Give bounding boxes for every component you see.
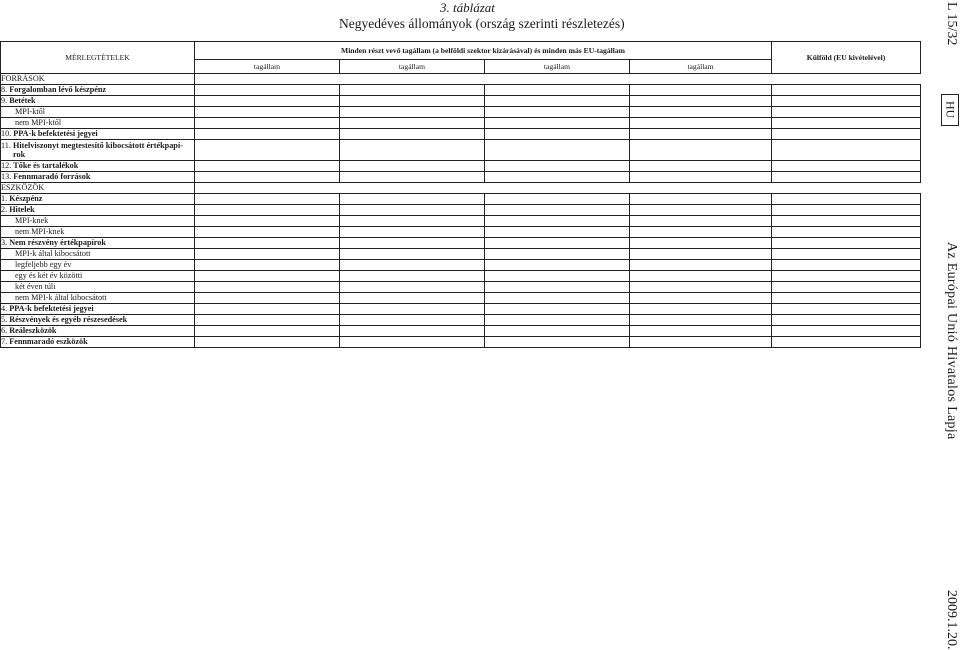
value-cell: [195, 140, 340, 161]
value-cell: [485, 74, 630, 85]
subheader-member-state: tagállam: [195, 60, 340, 74]
value-cell: [630, 282, 772, 293]
row-label: [1, 337, 195, 348]
value-cell: [340, 183, 485, 194]
value-cell: [340, 249, 485, 260]
value-cell: [195, 293, 340, 304]
value-cell: [630, 337, 772, 348]
value-cell: [630, 96, 772, 107]
value-cell: [772, 118, 921, 129]
table-row: [1, 216, 921, 227]
value-cell: [485, 337, 630, 348]
header-balance-items: MÉRLEGTÉTELEK: [1, 42, 195, 74]
row-text: Részvények és egyéb részesedések: [9, 315, 128, 325]
row-text: PPA-k befektetési jegyei: [9, 304, 94, 314]
table-caption: 3. táblázat: [440, 0, 495, 15]
value-cell: [630, 271, 772, 282]
row-text-continued: rok: [13, 150, 26, 159]
row-number: 9.: [1, 96, 8, 106]
table-title: Negyedéves állományok (ország szerinti részletezés): [339, 16, 625, 31]
value-cell: [340, 74, 485, 85]
value-cell: [630, 238, 772, 249]
value-cell: [485, 282, 630, 293]
value-cell: [195, 96, 340, 107]
table-row: [1, 293, 921, 304]
value-cell: [340, 118, 485, 129]
row-label: MPI-knek: [1, 216, 195, 227]
value-cell: [195, 183, 340, 194]
value-cell: [340, 140, 485, 161]
value-cell: [340, 271, 485, 282]
value-cell: [195, 107, 340, 118]
value-cell: [772, 74, 921, 85]
row-number: 4.: [1, 304, 8, 314]
table-row: [1, 194, 921, 205]
value-cell: [772, 205, 921, 216]
subheader-member-state: tagállam: [340, 60, 485, 74]
value-cell: [485, 107, 630, 118]
row-text: Fennmaradó források: [13, 172, 91, 182]
value-cell: [772, 172, 921, 183]
value-cell: [340, 337, 485, 348]
table-row: [1, 282, 921, 293]
value-cell: [340, 194, 485, 205]
value-cell: [772, 129, 921, 140]
value-cell: [630, 74, 772, 85]
row-label: két éven túli: [1, 282, 195, 293]
journal-title: Az Európai Unió Hivatalos Lapja: [944, 242, 959, 440]
value-cell: [485, 326, 630, 337]
value-cell: [772, 140, 921, 161]
row-label: [1, 140, 195, 161]
value-cell: [485, 140, 630, 161]
value-cell: [340, 260, 485, 271]
table-row: [1, 326, 921, 337]
value-cell: [340, 282, 485, 293]
value-cell: [485, 129, 630, 140]
value-cell: [772, 227, 921, 238]
value-cell: [630, 183, 772, 194]
table-row: [1, 74, 921, 85]
value-cell: [340, 216, 485, 227]
value-cell: [772, 271, 921, 282]
row-label: nem MPI-k által kibocsátott: [1, 293, 195, 304]
table-row: [1, 227, 921, 238]
value-cell: [485, 315, 630, 326]
row-text: Nem részvény értékpapírok: [9, 238, 106, 248]
row-text: Betétek: [9, 96, 36, 106]
row-number: 2.: [1, 205, 8, 215]
value-cell: [630, 107, 772, 118]
value-cell: [485, 172, 630, 183]
value-cell: [630, 293, 772, 304]
value-cell: [195, 194, 340, 205]
value-cell: [772, 107, 921, 118]
value-cell: [630, 205, 772, 216]
row-label: [1, 85, 195, 96]
row-label: [1, 238, 195, 249]
value-cell: [195, 249, 340, 260]
value-cell: [772, 282, 921, 293]
value-cell: [195, 282, 340, 293]
table-row: [1, 183, 921, 194]
value-cell: [340, 96, 485, 107]
row-label: [1, 96, 195, 107]
row-label: ESZKÖZÖK: [1, 183, 195, 194]
publication-date: 2009.1.20.: [944, 590, 959, 650]
row-text: Hitelviszonyt megtestesítő kibocsátott értékpapí-: [12, 140, 183, 150]
value-cell: [485, 85, 630, 96]
value-cell: [195, 118, 340, 129]
value-cell: [772, 315, 921, 326]
value-cell: [772, 326, 921, 337]
table-row: [1, 315, 921, 326]
value-cell: [772, 161, 921, 172]
value-cell: [772, 96, 921, 107]
value-cell: [772, 238, 921, 249]
table-row: [1, 129, 921, 140]
row-label: MPI-ktől: [1, 107, 195, 118]
table-row: [1, 85, 921, 96]
table-row: [1, 238, 921, 249]
value-cell: [340, 227, 485, 238]
value-cell: [772, 260, 921, 271]
value-cell: [485, 205, 630, 216]
row-label: FORRÁSOK: [1, 74, 195, 85]
row-label: [1, 326, 195, 337]
value-cell: [340, 238, 485, 249]
row-number: 1.: [1, 194, 8, 204]
value-cell: [340, 85, 485, 96]
value-cell: [630, 118, 772, 129]
row-text: PPA-k befektetési jegyei: [13, 129, 98, 139]
table-row: [1, 96, 921, 107]
row-number: 5.: [1, 315, 8, 325]
row-text: Hitelek: [9, 205, 35, 215]
value-cell: [195, 227, 340, 238]
row-number: 3.: [1, 238, 8, 248]
value-cell: [772, 194, 921, 205]
value-cell: [772, 216, 921, 227]
value-cell: [195, 216, 340, 227]
value-cell: [485, 194, 630, 205]
value-cell: [195, 315, 340, 326]
value-cell: [485, 249, 630, 260]
value-cell: [630, 194, 772, 205]
row-label: [1, 315, 195, 326]
value-cell: [340, 205, 485, 216]
value-cell: [485, 227, 630, 238]
value-cell: [772, 337, 921, 348]
value-cell: [630, 161, 772, 172]
value-cell: [195, 129, 340, 140]
value-cell: [772, 249, 921, 260]
table-row: [1, 260, 921, 271]
row-number: 12.: [1, 161, 12, 171]
row-label: [1, 205, 195, 216]
value-cell: [195, 172, 340, 183]
value-cell: [195, 161, 340, 172]
value-cell: [772, 293, 921, 304]
value-cell: [485, 161, 630, 172]
value-cell: [630, 249, 772, 260]
row-text: Tőke és tartalékok: [13, 161, 79, 171]
value-cell: [485, 183, 630, 194]
row-text: Fennmaradó eszközök: [9, 337, 88, 347]
table-row: [1, 140, 921, 161]
row-label: [1, 194, 195, 205]
value-cell: [630, 315, 772, 326]
header-rest-of-world: Külföld (EU kivételével): [772, 42, 921, 74]
value-cell: [485, 304, 630, 315]
value-cell: [772, 183, 921, 194]
table-row: [1, 205, 921, 216]
value-cell: [195, 271, 340, 282]
value-cell: [195, 304, 340, 315]
value-cell: [630, 260, 772, 271]
row-label: [1, 304, 195, 315]
row-label: [1, 161, 195, 172]
value-cell: [630, 227, 772, 238]
value-cell: [340, 129, 485, 140]
value-cell: [195, 260, 340, 271]
row-label: [1, 172, 195, 183]
table-row: [1, 304, 921, 315]
table-row: [1, 172, 921, 183]
row-label: MPI-k által kibocsátott: [1, 249, 195, 260]
value-cell: [630, 140, 772, 161]
value-cell: [195, 205, 340, 216]
value-cell: [485, 293, 630, 304]
value-cell: [485, 118, 630, 129]
value-cell: [772, 304, 921, 315]
table-row: [1, 271, 921, 282]
value-cell: [772, 85, 921, 96]
value-cell: [630, 304, 772, 315]
row-label: nem MPI-knek: [1, 227, 195, 238]
value-cell: [195, 337, 340, 348]
language-badge: HU: [941, 94, 959, 126]
value-cell: [630, 129, 772, 140]
value-cell: [485, 260, 630, 271]
value-cell: [485, 271, 630, 282]
value-cell: [630, 326, 772, 337]
row-text: Készpénz: [9, 194, 43, 204]
value-cell: [630, 85, 772, 96]
value-cell: [340, 326, 485, 337]
row-text: Reáleszközök: [9, 326, 57, 336]
table-row: [1, 161, 921, 172]
row-text: Forgalomban lévő készpénz: [9, 85, 107, 95]
value-cell: [485, 96, 630, 107]
row-number: 10.: [1, 129, 12, 139]
row-number: 11.: [1, 140, 11, 150]
value-cell: [630, 216, 772, 227]
row-number: 7.: [1, 337, 8, 347]
balance-sheet-table: [0, 41, 921, 348]
value-cell: [340, 161, 485, 172]
row-label: nem MPI-ktől: [1, 118, 195, 129]
value-cell: [340, 107, 485, 118]
table-row: [1, 337, 921, 348]
row-number: 13.: [1, 172, 12, 182]
value-cell: [340, 315, 485, 326]
value-cell: [340, 293, 485, 304]
table-row: [1, 249, 921, 260]
table-row: [1, 118, 921, 129]
row-number: 6.: [1, 326, 8, 336]
subheader-member-state: tagállam: [485, 60, 630, 74]
value-cell: [195, 85, 340, 96]
value-cell: [340, 172, 485, 183]
table-row: [1, 107, 921, 118]
subheader-member-state: tagállam: [630, 60, 772, 74]
value-cell: [195, 238, 340, 249]
value-cell: [630, 172, 772, 183]
value-cell: [340, 304, 485, 315]
row-label: [1, 129, 195, 140]
row-label: legfeljebb egy év: [1, 260, 195, 271]
value-cell: [485, 216, 630, 227]
header-member-states: Minden részt vevő tagállam (a belföldi szektor kizárásával) és minden más EU-tagállam: [195, 42, 772, 60]
value-cell: [195, 74, 340, 85]
value-cell: [485, 238, 630, 249]
value-cell: [195, 326, 340, 337]
row-number: 8.: [1, 85, 8, 95]
page-number: L 15/32: [944, 2, 959, 46]
row-label: egy és két év közötti: [1, 271, 195, 282]
